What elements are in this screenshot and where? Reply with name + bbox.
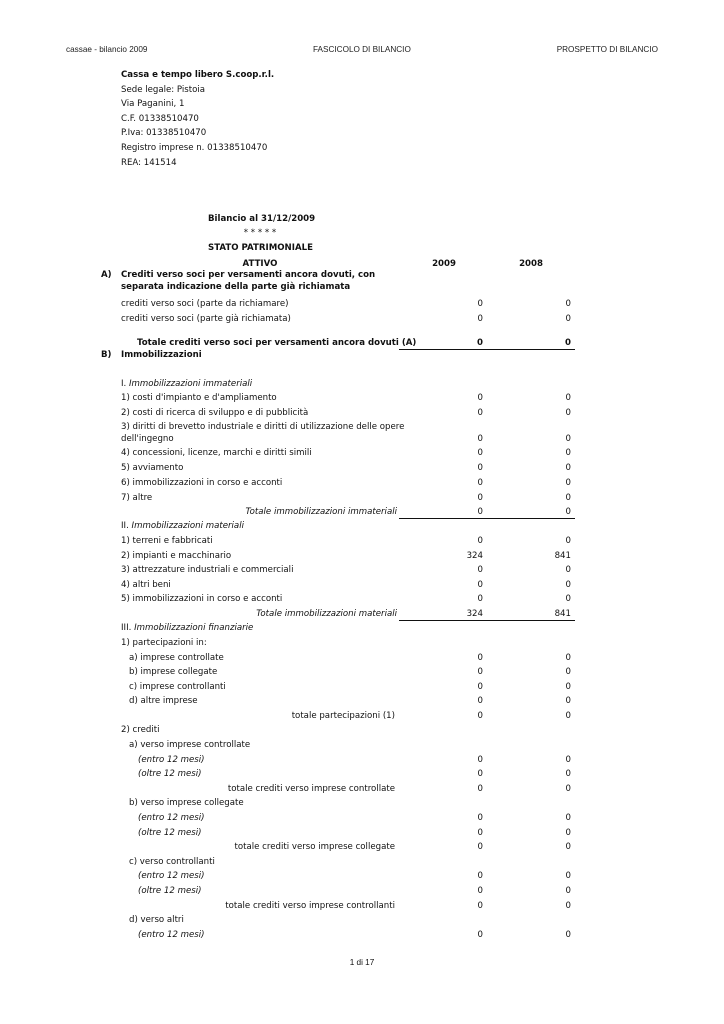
row-label: 3) attrezzature industriali e commerciali bbox=[121, 565, 294, 575]
value-2009: 0 bbox=[477, 682, 483, 692]
year-2009-heading: 2009 bbox=[432, 259, 456, 269]
row-label: 4) altri beni bbox=[121, 580, 171, 590]
company-name: Cassa e tempo libero S.coop.r.l. bbox=[121, 70, 275, 80]
value-2008: 0 bbox=[565, 769, 571, 779]
row-label: 1) costi d'impianto e d'ampliamento bbox=[121, 393, 277, 403]
row-label: (oltre 12 mesi) bbox=[138, 828, 202, 838]
section-b-letter: B) bbox=[101, 350, 112, 360]
value-2008: 0 bbox=[565, 653, 571, 663]
value-2008: 0 bbox=[565, 886, 571, 896]
crediti-controllate-heading bbox=[0, 738, 724, 753]
value-2008: 0 bbox=[565, 594, 571, 604]
row-label: (entro 12 mesi) bbox=[138, 930, 205, 940]
materiali-title: Immobilizzazioni materiali bbox=[131, 521, 244, 531]
attivo-heading: ATTIVO bbox=[242, 259, 278, 269]
value-2008: 0 bbox=[565, 696, 571, 706]
row-label: 2) costi di ricerca di sviluppo e di pubblicità bbox=[121, 408, 309, 418]
value-2008: 0 bbox=[565, 434, 571, 444]
row-label: crediti verso soci (parte da richiamare) bbox=[121, 299, 289, 309]
table-row bbox=[0, 312, 724, 327]
row-label: (entro 12 mesi) bbox=[138, 755, 205, 765]
table-row bbox=[0, 563, 724, 578]
row-label: (oltre 12 mesi) bbox=[138, 886, 202, 896]
total-label: Totale immobilizzazioni immateriali bbox=[245, 507, 397, 517]
stato-patrimoniale-title: STATO PATRIMONIALE bbox=[208, 243, 313, 253]
value-2008: 0 bbox=[565, 463, 571, 473]
table-row bbox=[0, 680, 724, 695]
value-2009: 0 bbox=[477, 755, 483, 765]
company-piva: P.Iva: 01338510470 bbox=[121, 128, 207, 139]
value-2009: 0 bbox=[477, 434, 483, 444]
value-2008: 841 bbox=[554, 551, 571, 561]
row-label: 2) impianti e macchinario bbox=[121, 551, 232, 561]
total-label: totale crediti verso imprese controllanti bbox=[225, 901, 395, 911]
table-row bbox=[0, 491, 724, 506]
value-2009: 0 bbox=[477, 314, 483, 324]
row-label: c) verso controllanti bbox=[129, 857, 215, 867]
total-value-2009: 0 bbox=[477, 784, 483, 794]
total-value-2008: 0 bbox=[565, 784, 571, 794]
table-row bbox=[0, 694, 724, 709]
row-label: 2) crediti bbox=[121, 725, 160, 735]
row-label: c) imprese controllanti bbox=[129, 682, 226, 692]
materiali-number: II. bbox=[121, 521, 132, 531]
total-label: Totale immobilizzazioni materiali bbox=[256, 609, 397, 619]
section-b-heading bbox=[0, 348, 724, 363]
materiali-heading bbox=[0, 519, 724, 534]
value-2009: 0 bbox=[477, 886, 483, 896]
total-value-2008: 0 bbox=[565, 338, 571, 348]
value-2009: 0 bbox=[477, 478, 483, 488]
table-row bbox=[0, 406, 724, 421]
total-value-2008: 0 bbox=[565, 901, 571, 911]
section-a-heading-cont bbox=[0, 280, 724, 295]
row-label: a) imprese controllate bbox=[129, 653, 224, 663]
immateriali-heading bbox=[0, 377, 724, 392]
section-a-letter: A) bbox=[101, 270, 112, 280]
table-row bbox=[0, 549, 724, 564]
value-2008: 0 bbox=[565, 871, 571, 881]
page-number: 1 di 17 bbox=[349, 958, 375, 967]
value-2008: 0 bbox=[565, 478, 571, 488]
crediti-altri-heading bbox=[0, 913, 724, 928]
table-row bbox=[0, 651, 724, 666]
total-label: totale partecipazioni (1) bbox=[291, 711, 395, 721]
header-right: PROSPETTO DI BILANCIO bbox=[556, 45, 658, 54]
row-label: 1) partecipazioni in: bbox=[121, 638, 207, 648]
table-row bbox=[0, 753, 724, 768]
row-label: 1) terreni e fabbricati bbox=[121, 536, 213, 546]
total-value-2008: 841 bbox=[554, 609, 571, 619]
company-rea: REA: 141514 bbox=[121, 157, 177, 168]
crediti-controllate-total-row bbox=[0, 782, 724, 797]
row-label: 6) immobilizzazioni in corso e acconti bbox=[121, 478, 283, 488]
finanziarie-number: III. bbox=[121, 623, 135, 633]
value-2008: 0 bbox=[565, 828, 571, 838]
row-label: crediti verso soci (parte già richiamata) bbox=[121, 314, 291, 324]
bilancio-title: Bilancio al 31/12/2009 bbox=[208, 214, 316, 224]
value-2008: 0 bbox=[565, 565, 571, 575]
row-label: 4) concessioni, licenze, marchi e diritti simili bbox=[121, 448, 312, 458]
value-2008: 0 bbox=[565, 448, 571, 458]
row-label: b) imprese collegate bbox=[129, 667, 218, 677]
row-label: (oltre 12 mesi) bbox=[138, 769, 202, 779]
row-label: (entro 12 mesi) bbox=[138, 813, 205, 823]
partecipazioni-heading bbox=[0, 636, 724, 651]
row-label: dell'ingegno bbox=[121, 434, 174, 444]
table-row bbox=[0, 446, 724, 461]
total-value-2009: 0 bbox=[477, 507, 483, 517]
value-2009: 0 bbox=[477, 463, 483, 473]
value-2009: 0 bbox=[477, 871, 483, 881]
row-label: (entro 12 mesi) bbox=[138, 871, 205, 881]
table-row bbox=[0, 297, 724, 312]
table-row bbox=[0, 578, 724, 593]
partecipazioni-total-row bbox=[0, 709, 724, 724]
row-label: 7) altre bbox=[121, 493, 153, 503]
crediti-controllanti-total-row bbox=[0, 899, 724, 914]
value-2009: 0 bbox=[477, 536, 483, 546]
table-row bbox=[0, 476, 724, 491]
crediti-controllanti-heading bbox=[0, 855, 724, 870]
value-2009: 0 bbox=[477, 769, 483, 779]
total-value-2008: 0 bbox=[565, 711, 571, 721]
table-row bbox=[0, 391, 724, 406]
value-2009: 0 bbox=[477, 565, 483, 575]
value-2009: 0 bbox=[477, 653, 483, 663]
total-value-2009: 324 bbox=[466, 609, 483, 619]
section-a-title-line2: separata indicazione della parte già richiamata bbox=[121, 282, 351, 292]
value-2009: 0 bbox=[477, 594, 483, 604]
value-2008: 0 bbox=[565, 314, 571, 324]
materiali-total-row bbox=[0, 607, 724, 622]
section-b-title: Immobilizzazioni bbox=[121, 350, 202, 360]
crediti-collegate-heading bbox=[0, 796, 724, 811]
table-row bbox=[0, 811, 724, 826]
value-2008: 0 bbox=[565, 813, 571, 823]
section-a-title-line1: Crediti verso soci per versamenti ancora dovuti, con bbox=[121, 270, 376, 280]
table-row bbox=[0, 432, 724, 447]
table-row bbox=[0, 665, 724, 680]
crediti-heading bbox=[0, 723, 724, 738]
finanziarie-heading bbox=[0, 621, 724, 636]
row-label: b) verso imprese collegate bbox=[129, 798, 244, 808]
total-value-2009: 0 bbox=[477, 711, 483, 721]
value-2009: 0 bbox=[477, 696, 483, 706]
immateriali-number: I. bbox=[121, 379, 129, 389]
total-value-2008: 0 bbox=[565, 507, 571, 517]
table-row bbox=[0, 767, 724, 782]
table-row bbox=[0, 534, 724, 549]
value-2008: 0 bbox=[565, 930, 571, 940]
company-via: Via Paganini, 1 bbox=[121, 99, 185, 110]
table-row bbox=[0, 826, 724, 841]
company-sede: Sede legale: Pistoia bbox=[121, 84, 206, 95]
value-2009: 0 bbox=[477, 299, 483, 309]
row-label: 3) diritti di brevetto industriale e diritti di utilizzazione delle opere bbox=[121, 422, 405, 432]
header-center: FASCICOLO DI BILANCIO bbox=[313, 45, 411, 54]
value-2008: 0 bbox=[565, 408, 571, 418]
total-value-2009: 0 bbox=[477, 338, 483, 348]
value-2009: 0 bbox=[477, 828, 483, 838]
crediti-collegate-total-row bbox=[0, 840, 724, 855]
value-2009: 0 bbox=[477, 408, 483, 418]
value-2009: 0 bbox=[477, 393, 483, 403]
value-2009: 0 bbox=[477, 813, 483, 823]
table-row bbox=[0, 928, 724, 943]
value-2008: 0 bbox=[565, 580, 571, 590]
table-row bbox=[0, 884, 724, 899]
value-2008: 0 bbox=[565, 755, 571, 765]
total-label: totale crediti verso imprese collegate bbox=[234, 842, 395, 852]
company-info bbox=[121, 68, 274, 170]
row-label: 5) immobilizzazioni in corso e acconti bbox=[121, 594, 283, 604]
value-2009: 0 bbox=[477, 448, 483, 458]
title-stars: * * * * * bbox=[243, 228, 277, 238]
value-2008: 0 bbox=[565, 493, 571, 503]
immateriali-title: Immobilizzazioni immateriali bbox=[129, 379, 253, 389]
finanziarie-title: Immobilizzazioni finanziarie bbox=[134, 623, 254, 633]
header-left: cassae - bilancio 2009 bbox=[66, 45, 148, 54]
total-value-2009: 0 bbox=[477, 901, 483, 911]
table-row bbox=[0, 461, 724, 476]
value-2008: 0 bbox=[565, 299, 571, 309]
table-row bbox=[0, 869, 724, 884]
value-2009: 0 bbox=[477, 667, 483, 677]
row-label: d) verso altri bbox=[129, 915, 184, 925]
value-2008: 0 bbox=[565, 682, 571, 692]
table-row bbox=[0, 592, 724, 607]
company-cf: C.F. 01338510470 bbox=[121, 113, 199, 124]
total-label: Totale crediti verso soci per versamenti ancora dovuti (A) bbox=[137, 338, 417, 348]
immateriali-total-row bbox=[0, 505, 724, 520]
value-2008: 0 bbox=[565, 393, 571, 403]
value-2008: 0 bbox=[565, 667, 571, 677]
value-2009: 0 bbox=[477, 930, 483, 940]
row-label: 5) avviamento bbox=[121, 463, 184, 473]
year-2008-heading: 2008 bbox=[519, 259, 543, 269]
total-value-2009: 0 bbox=[477, 842, 483, 852]
row-label: d) altre imprese bbox=[129, 696, 198, 706]
value-2009: 0 bbox=[477, 580, 483, 590]
row-label: a) verso imprese controllate bbox=[129, 740, 251, 750]
value-2008: 0 bbox=[565, 536, 571, 546]
total-label: totale crediti verso imprese controllate bbox=[227, 784, 395, 794]
total-value-2008: 0 bbox=[565, 842, 571, 852]
value-2009: 0 bbox=[477, 493, 483, 503]
value-2009: 324 bbox=[466, 551, 483, 561]
company-registro: Registro imprese n. 01338510470 bbox=[121, 142, 268, 153]
